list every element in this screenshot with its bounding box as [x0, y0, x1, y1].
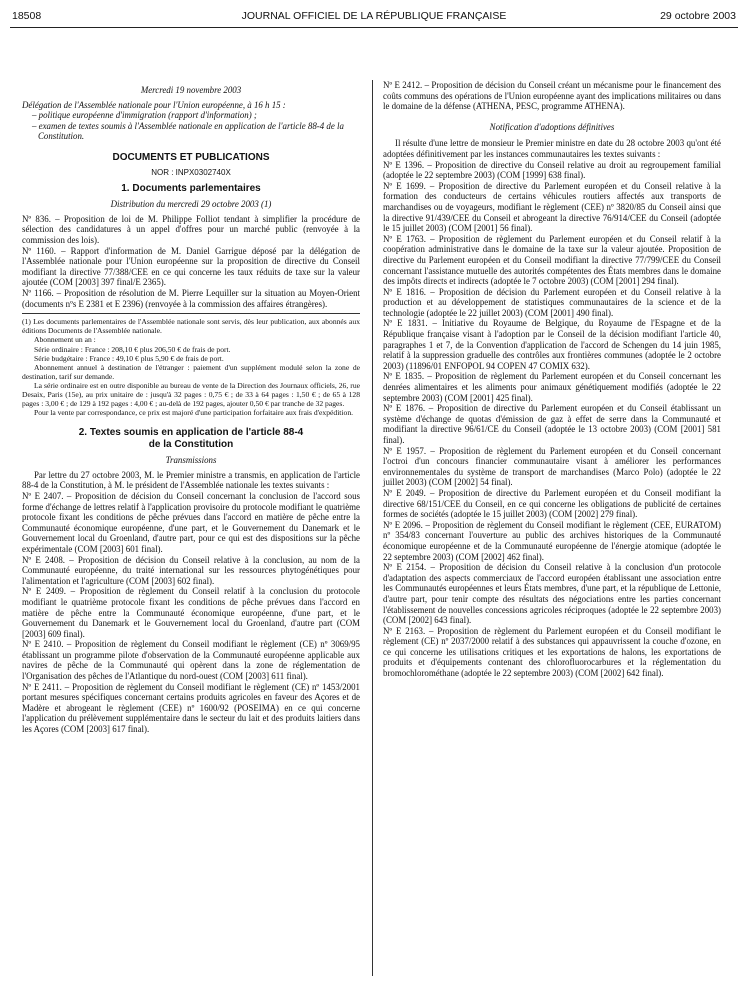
adopted-entry: Nº E 1957. – Proposition de règlement du Parlement européen et du Conseil concernant l'octroi d'un concours financier communautaire visant à améliorer les performances environnementales du système de transport de marchandises (Marco Polo) (adoptée le 22 juillet 2003) (COM [2002] 54 final). [383, 445, 721, 488]
document-entry: Nº E 2412. – Proposition de décision du Conseil créant un mécanisme pour le financement des coûts communs des opérations de l'Union européenne ayant des implications militaires ou dans le domaine de la défense (ATHENA, PESC, programme ATHENA). [383, 80, 721, 112]
footnote-text: (1) Les documents parlementaires de l'Assemblée nationale sont servis, dès leur publication, aux abonnés aux éditions Documents de l'Assemblée nationale. [22, 317, 360, 336]
document-entry: Nº 836. – Proposition de loi de M. Philippe Folliot tendant à simplifier la procédure de sélection des candidatures à un appel d'offres pour un marché public (renvoyée à la commission des lois). [22, 213, 360, 246]
notification-title: Notification d'adoptions définitives [489, 121, 615, 132]
document-entry: Nº 1166. – Proposition de résolution de M. Pierre Lequiller sur la situation au Moyen-Orient (documents nºs E 2381 et E 2396) (renvoyée à la commission des affaires étrangères). [22, 288, 360, 309]
sec2-subtitle: Transmissions [165, 455, 217, 466]
meeting-date: Mercredi 19 novembre 2003 [140, 85, 242, 95]
page-header [12, 10, 736, 24]
adopted-entry: Nº E 1396. – Proposition de directive du Conseil relative au droit au regroupement familial (adoptée le 22 septembre 2003) (COM [1999] 638 final). [383, 159, 721, 181]
delegation-line: Délégation de l'Assemblée nationale pour l'Union européenne, à 16 h 15 : [22, 99, 286, 110]
journal-title: JOURNAL OFFICIEL DE LA RÉPUBLIQUE FRANÇAISE [241, 10, 507, 22]
adopted-entry: Nº E 2163. – Proposition de règlement du Parlement européen et du Conseil modifiant le règlement (CE) nº 2037/2000 relatif à des substances qui appauvrissent la couche d'ozone, en ce qui concerne les utilisations critiques et les exportations de halons, les exportations de produits et d'équipements contenant des chlorofluorocarbures et la réglementation du bromochlorométhane (adoptée le 22 septembre 2003) (COM [2002] 642 final). [383, 625, 721, 679]
sec1-title: 1. Documents parlementaires [121, 183, 261, 195]
document-entry: Nº E 2408. – Proposition de décision du Conseil relative à la conclusion, au nom de la Communauté européenne, du traité international sur les ressources phytogénétiques pour l'alimentation et l'agriculture (COM [2003] 602 final). [22, 554, 360, 586]
adopted-entry: Nº E 1763. – Proposition de règlement du Parlement européen et du Conseil relatif à la coopération administrative dans le domaine de la taxe sur la valeur ajoutée. Proposition de directive du Parlement européen et du Conseil modifiant la directive 77/799/CEE du Conseil concernant l'assistance mutuelle des autorités compétentes des États membres dans le domaine des impôts directs et indirects (adoptée le 7 octobre 2003) (COM [2001] 294 final). [383, 233, 721, 287]
sec2-title-cont: de la Constitution [148, 439, 234, 451]
adopted-entry: Nº E 1835. – Proposition de règlement du Parlement européen et du Conseil concernant les denrées alimentaires et les aliments pour animaux génétiquement modifiés (adoptée le 22 septembre 2003) (COM [2001] 425 final). [383, 371, 721, 403]
document-entry: Nº E 2411. – Proposition de règlement du Conseil modifiant le règlement (CE) nº 1453/2001 portant mesures spécifiques concernant certains produits agricoles en faveur des Açores et de Madère et abrogeant le règlement (CEE) nº 1600/92 (POSEIMA) en ce qui concerne l'application du prélèvement supplémentaire dans le secteur du lait et des produits laitiers dans les Açores (COM [2003] 617 final). [22, 681, 360, 735]
nor-reference: NOR : INPX0302740X [151, 167, 231, 177]
footnote-text: Série ordinaire : France : 208,10 € plus 206,50 € de frais de port. [34, 344, 231, 354]
issue-date: 29 octobre 2003 [660, 10, 736, 22]
document-entry: Nº E 2407. – Proposition de décision du Conseil concernant la conclusion de l'accord sous forme d'échange de lettres relatif à l'application provisoire du protocole modifiant le quatrième protocole fixant les conditions de pêche prévues dans l'accord en matière de pêche entre la Communauté économique européenne, d'une part, et le Gouvernement du Danemark et le Gouvernement local du Groenland, d'autre part, pour ce qui est des dispositions sur la pêche expérimentale (COM [2003] 601 final). [22, 490, 360, 554]
footnote-text: La série ordinaire est en outre disponible au bureau de vente de la Direction des Journaux officiels, 26, rue Desaix, Paris (15e), au prix unitaire de : jusqu'à 32 pages : 0,75 € ; de 33 à 64 pages : 1,50 € ; de 65 à 128 pages : 3,00 € ; de 129 à 192 pages : 4,00 € ; au-delà de 192 pages, ajouter 0,50 € par tranche de 32 pages. [22, 380, 360, 409]
adopted-entry: Nº E 1876. – Proposition de directive du Parlement européen et du Conseil établissant un système d'échange de quotas d'émission de gaz à effet de serre dans la Communauté et modifiant la directive 96/61/CE du Conseil (adoptée le 13 octobre 2003) (COM [2001] 581 final). [383, 403, 721, 445]
document-entry: Nº 1160. – Rapport d'information de M. Daniel Garrigue déposé par la délégation de l'Assemblée nationale pour l'Union européenne sur la proposition de directive du Conseil modifiant la directive 77/388/CEE en ce qui concerne les taux réduits de taxe sur la valeur ajoutée (COM [2003] 397 final/E 2365). [22, 245, 360, 288]
adopted-entry: Nº E 2154. – Proposition de décision du Conseil relative à la conclusion d'un protocole d'adaptation des aspects commerciaux de l'accord européen établissant une association entre les Communautés européennes et leurs États membres, d'une part, et la république de Lettonie, d'autre part, pour tenir compte des résultats des négociations entre les parties concernant l'établissement de nouvelles concessions agricoles réciproques (adoptée le 22 septembre 2003) (COM [2002] 643 final). [383, 562, 721, 626]
column-divider [372, 80, 373, 976]
notification-intro: Il résulte d'une lettre de monsieur le Premier ministre en date du 28 octobre 2003 qu'ont été adoptées définitivement par les instances communautaires les textes suivants : [383, 138, 721, 159]
footnote-text: Abonnement un an : [34, 335, 96, 345]
document-entry: Nº E 2410. – Proposition de règlement du Conseil modifiant le règlement (CE) nº 3069/95 établissant un programme pilote d'observation de la Communauté européenne applicable aux navires de pêche de la Communauté qui opèrent dans la zone de réglementation de l'Organisation des pêches de l'Atlantique du nord-ouest (COM [2003] 611 final). [22, 639, 360, 682]
adopted-entry: Nº E 2049. – Proposition de directive du Parlement européen et du Conseil modifiant la directive 68/151/CEE du Conseil, en ce qui concerne les obligations de publicité de certaines formes de sociétés (adoptée le 15 juillet 2003) (COM [2002] 279 final). [383, 487, 721, 520]
document-entry: Nº E 2409. – Proposition de règlement du Conseil relatif à la conclusion du protocole modifiant le quatrième protocole fixant les conditions de pêche prévues dans l'accord en matière de pêche entre la Communauté économique européenne, d'une part, et le Gouvernement du Danemark et le Gouvernement local du Groenland, d'autre part (COM [2003] 609 final). [22, 586, 360, 639]
sec2-intro: Par lettre du 27 octobre 2003, M. le Premier ministre a transmis, en application de l'article 88-4 de la Constitution, à M. le président de l'Assemblée nationale les textes suivants : [22, 469, 360, 491]
footnote [22, 317, 360, 417]
sec2-title: 2. Textes soumis en application de l'article 88-4 [78, 427, 304, 439]
adopted-entry: Nº E 2096. – Proposition de règlement du Conseil modifiant le règlement (CEE, EURATOM) nº 354/83 concernant l'ouverture au public des archives historiques de la Communauté économique européenne et de la Communauté européenne de l'énergie atomique (adoptée le 22 septembre 2003) (COM [2002] 462 final). [383, 519, 721, 562]
agenda-item: – examen de textes soumis à l'Assemblée nationale en application de l'article 88-4 de la Constitution. [32, 120, 344, 142]
footnote-text: Abonnement annuel à destination de l'étranger : paiement d'un supplément modulé selon la zone de destination, tarif sur demande. [22, 362, 360, 381]
adopted-entry: Nº E 1816. – Proposition de décision du Parlement européen et du Conseil relative à la production et au développement de statistiques communautaires de la science et de la technologie (adoptée le 22 juillet 2003) (COM [2001] 490 final). [383, 286, 721, 318]
footnote-text: Pour la vente par correspondance, ce prix est majoré d'une participation forfaitaire aux frais d'expédition. [34, 408, 354, 418]
adopted-entry: Nº E 1699. – Proposition de directive du Parlement européen et du Conseil relative à la formation des conducteurs de certains véhicules routiers affectés aux transports de marchandises ou de voyageurs, modifiant le règlement (CEE) nº 3820/85 du Conseil ainsi que la directive 91/439/CEE du Conseil et abrogeant la directive 76/914/CEE du Conseil (adoptée le 15 juillet 2003) (COM [2001] 56 final). [383, 180, 721, 234]
footnote-text: Série budgétaire : France : 49,10 € plus 5,90 € de frais de port. [34, 353, 224, 363]
section-title: DOCUMENTS ET PUBLICATIONS [112, 151, 270, 163]
agenda-item: – politique européenne d'immigration (rapport d'information) ; [32, 110, 257, 121]
header-rule [10, 27, 738, 28]
sec1-distribution: Distribution du mercredi 29 octobre 2003 (1) [110, 199, 272, 210]
page-number: 18508 [12, 10, 42, 22]
footnote-rule [22, 313, 360, 314]
adopted-entry: Nº E 1831. – Initiative du Royaume de Belgique, du Royaume de l'Espagne et de la République française visant à l'adoption par le Conseil de la décision modifiant l'article 40, paragraphes 1 et 7, de la Convention d'application de l'accord de Schengen du 14 juin 1985, relatif à la suppression graduelle des contrôles aux frontières communes (adoptée le 2 octobre 2003) (11896/01 ENFOPOL 94 COPEN 47 COMIX 632). [383, 318, 721, 371]
right-column [383, 80, 721, 679]
left-column [22, 85, 360, 735]
